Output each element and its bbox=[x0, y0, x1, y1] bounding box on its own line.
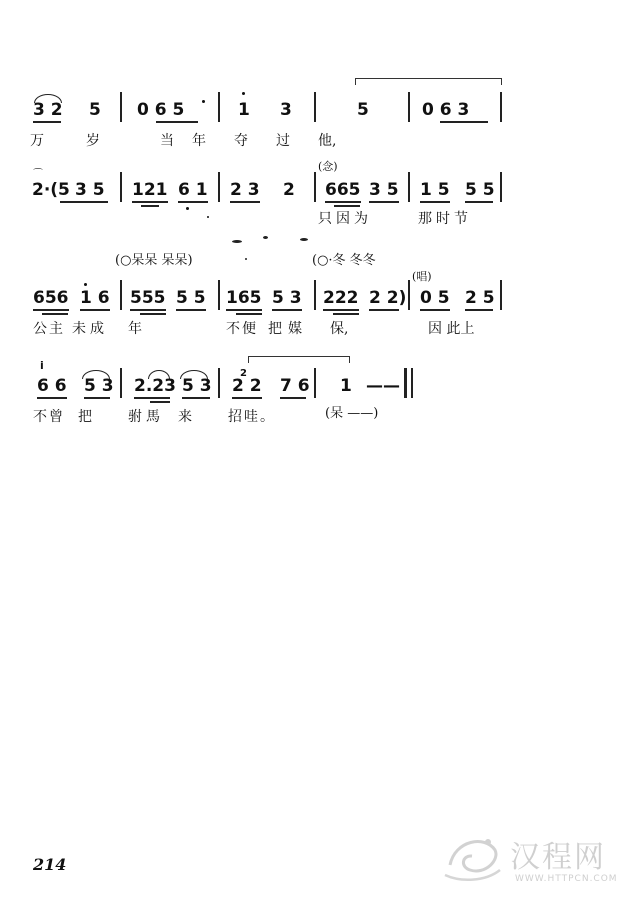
barline bbox=[500, 172, 502, 202]
note-group: 3 5 bbox=[369, 180, 399, 200]
high-dot bbox=[84, 283, 87, 286]
barline bbox=[408, 172, 410, 202]
lyric: 他, bbox=[318, 133, 337, 149]
underline bbox=[156, 121, 198, 123]
barline bbox=[120, 172, 122, 202]
barline bbox=[218, 368, 220, 398]
note-group: 555 bbox=[130, 288, 166, 308]
note-group: 0 6 5 bbox=[137, 100, 185, 120]
stray-mark bbox=[207, 216, 209, 218]
note-group: 1 6 bbox=[80, 288, 110, 308]
dot bbox=[202, 100, 205, 103]
lyric: 夺 bbox=[234, 133, 248, 149]
ink-smudge bbox=[245, 258, 247, 260]
underline bbox=[80, 309, 110, 311]
underline bbox=[60, 201, 108, 203]
note-group: 3 2 bbox=[33, 100, 63, 120]
note-group: 5 3 bbox=[84, 376, 114, 396]
underline bbox=[465, 309, 493, 311]
underline bbox=[325, 201, 361, 203]
note-group: 5 5 bbox=[465, 180, 495, 200]
percussion-pattern: (○呆呆 呆呆) bbox=[115, 253, 193, 268]
lyric: 过 bbox=[276, 133, 290, 149]
page-number: 214 bbox=[33, 855, 67, 874]
phrase-bracket bbox=[248, 356, 350, 363]
double-underline bbox=[150, 401, 170, 403]
note: 1 bbox=[340, 376, 352, 396]
note: 3 bbox=[280, 100, 292, 120]
lyric: 那时节 bbox=[418, 211, 472, 227]
double-underline bbox=[334, 205, 360, 207]
note-group: 2.23 bbox=[134, 376, 176, 396]
note: 5 bbox=[357, 100, 369, 120]
note-group: 2 5 bbox=[465, 288, 495, 308]
underline bbox=[465, 201, 493, 203]
underline bbox=[440, 121, 488, 123]
underline bbox=[178, 201, 208, 203]
barline bbox=[500, 92, 502, 122]
grace-note: i bbox=[40, 359, 44, 372]
double-underline bbox=[141, 205, 159, 207]
note-group: 0 5 bbox=[420, 288, 450, 308]
barline bbox=[314, 92, 316, 122]
note-group: 0 6 3 bbox=[422, 100, 470, 120]
low-dot bbox=[186, 207, 189, 210]
lyric: (呆 ——) bbox=[325, 406, 379, 421]
lyric: 年 bbox=[192, 133, 206, 149]
lyric: 来 bbox=[178, 409, 192, 425]
note-group: 121 bbox=[132, 180, 168, 200]
underline bbox=[132, 201, 168, 203]
underline bbox=[84, 397, 110, 399]
double-underline bbox=[333, 313, 359, 315]
high-dot bbox=[242, 92, 245, 95]
note: 5 bbox=[89, 100, 101, 120]
lyric: 驸馬 bbox=[128, 409, 164, 425]
note: 2 bbox=[283, 180, 295, 200]
lyric: 因 此上 bbox=[428, 321, 475, 337]
underline bbox=[420, 309, 450, 311]
barline bbox=[218, 280, 220, 310]
lyric: 招哇。 bbox=[228, 409, 276, 425]
lyric: 岁 bbox=[86, 133, 100, 149]
underline bbox=[232, 397, 262, 399]
note-group: 3 5 bbox=[75, 180, 105, 200]
final-barline bbox=[404, 368, 407, 398]
note-group: 6 6 bbox=[37, 376, 67, 396]
watermark bbox=[440, 820, 620, 895]
underline bbox=[33, 309, 69, 311]
note-group: 7 6 bbox=[280, 376, 310, 396]
note-group: 5 3 bbox=[182, 376, 212, 396]
lyric: 年 bbox=[128, 321, 142, 337]
lyric: 公主 bbox=[33, 321, 65, 337]
underline bbox=[323, 309, 359, 311]
ink-smudge bbox=[232, 240, 242, 243]
note-group: 2 2) bbox=[369, 288, 407, 308]
lyric: 当 bbox=[160, 133, 174, 149]
note-group: 5 3 bbox=[272, 288, 302, 308]
note-group: 665 bbox=[325, 180, 361, 200]
double-underline bbox=[42, 313, 68, 315]
cue-label: (念) bbox=[318, 160, 338, 173]
note-group: 6 1 bbox=[178, 180, 208, 200]
underline bbox=[280, 397, 306, 399]
fermata: ⌒ bbox=[33, 169, 43, 180]
barline bbox=[314, 280, 316, 310]
lyric: 不曾 bbox=[33, 409, 65, 425]
note-group: 5 5 bbox=[176, 288, 206, 308]
note-group: 2 2 bbox=[232, 376, 262, 396]
barline bbox=[120, 92, 122, 122]
watermark-logo-icon bbox=[440, 820, 510, 890]
phrase-bracket bbox=[355, 78, 502, 85]
lyric: 未成 bbox=[72, 321, 108, 337]
underline bbox=[420, 201, 450, 203]
underline bbox=[134, 397, 170, 399]
underline bbox=[369, 309, 399, 311]
note-group: 222 bbox=[323, 288, 359, 308]
grace-note: 2 bbox=[240, 368, 247, 379]
note-group: 2 3 bbox=[230, 180, 260, 200]
sustain-dash: —— bbox=[366, 376, 400, 396]
barline bbox=[500, 280, 502, 310]
lyric: 不便 bbox=[226, 321, 258, 337]
underline bbox=[272, 309, 302, 311]
final-barline-thin bbox=[411, 368, 413, 398]
underline bbox=[226, 309, 262, 311]
lyric: 把媒 bbox=[268, 321, 308, 337]
cue-label: (唱) bbox=[412, 270, 432, 283]
lyric: 只因为 bbox=[318, 211, 372, 227]
underline bbox=[230, 201, 260, 203]
barline bbox=[218, 92, 220, 122]
barline bbox=[120, 280, 122, 310]
note-group: 165 bbox=[226, 288, 262, 308]
barline bbox=[218, 172, 220, 202]
ink-smudge bbox=[300, 238, 308, 241]
note-group: 2·(5 bbox=[32, 180, 70, 200]
double-underline bbox=[140, 313, 166, 315]
barline bbox=[314, 368, 316, 398]
underline bbox=[182, 397, 210, 399]
underline bbox=[33, 121, 61, 123]
underline bbox=[176, 309, 206, 311]
lyric: 保, bbox=[330, 321, 349, 337]
barline bbox=[314, 172, 316, 202]
watermark-text: 汉程网 bbox=[510, 840, 606, 875]
lyric: 万 bbox=[30, 133, 44, 149]
barline bbox=[408, 280, 410, 310]
watermark-url: WWW.HTTPCN.COM bbox=[515, 874, 618, 884]
underline bbox=[369, 201, 399, 203]
percussion-pattern: (○·冬 冬冬 bbox=[312, 253, 376, 268]
note: 1 bbox=[238, 100, 250, 120]
ink-smudge bbox=[263, 236, 268, 239]
underline bbox=[37, 397, 67, 399]
double-underline bbox=[236, 313, 262, 315]
note-group: 656 bbox=[33, 288, 69, 308]
note-group: 1 5 bbox=[420, 180, 450, 200]
barline bbox=[408, 92, 410, 122]
lyric: 把 bbox=[78, 409, 92, 425]
underline bbox=[130, 309, 166, 311]
barline bbox=[120, 368, 122, 398]
